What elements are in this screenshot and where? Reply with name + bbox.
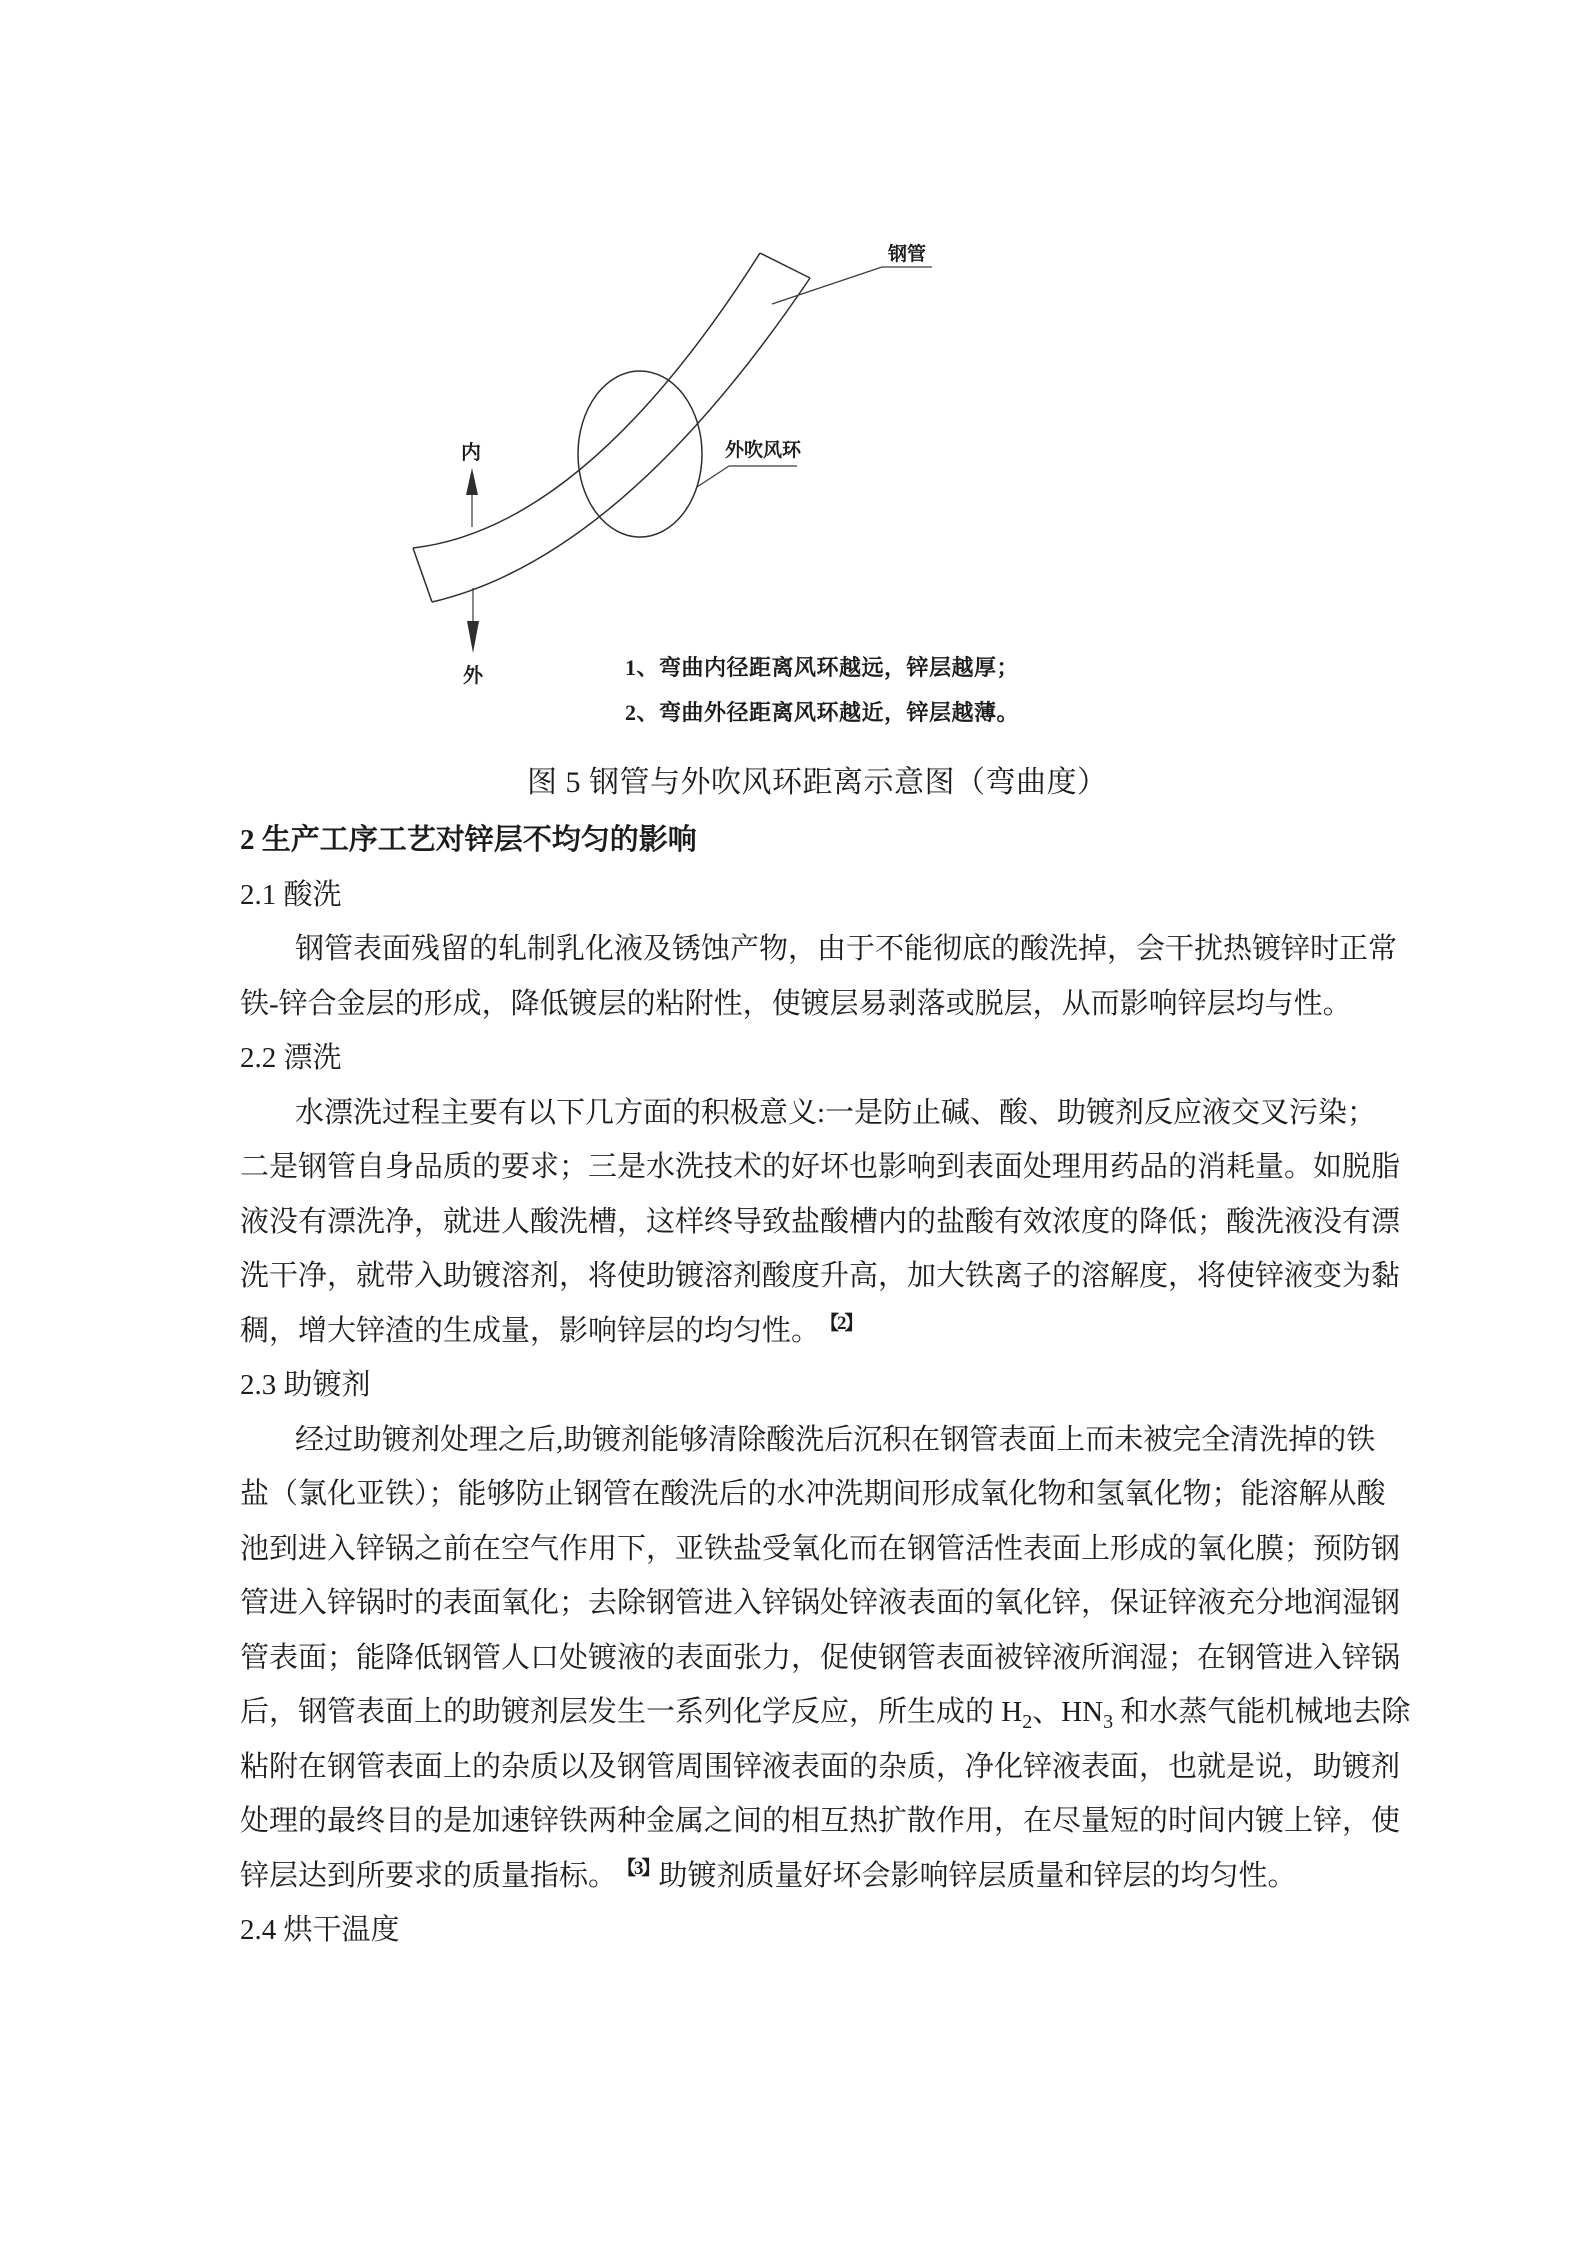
section-heading: 2 生产工序工艺对锌层不均匀的影响 xyxy=(240,824,697,856)
text-line: 钢管表面残留的轧制乳化液及锈蚀产物，由于不能彻底的酸洗掉，会干扰热镀锌时正常 xyxy=(295,933,1398,965)
text-line: 管表面；能降低钢管人口处镀液的表面张力，促使钢管表面被锌液所润湿；在钢管进入锌锅 xyxy=(240,1641,1401,1674)
text-segment: 锌层达到所要求的质量指标。 xyxy=(240,1859,618,1892)
figure-note: 2、弯曲外径距离风环越近，锌层越薄。 xyxy=(625,700,1020,725)
text-line: 管进入锌锅时的表面氧化；去除钢管进入锌锅处锌液表面的氧化锌，保证锌液充分地润湿钢 xyxy=(240,1587,1401,1619)
subsection-heading: 2.3 助镀剂 xyxy=(240,1369,371,1401)
subsection-heading: 2.2 漂洗 xyxy=(240,1042,342,1074)
text-line: 后，钢管表面上的助镀剂层发生一系列化学反应，所生成的 H2、HN3 和水蒸气能机械地去除 xyxy=(240,1696,1411,1733)
text-line: 经过助镀剂处理之后,助镀剂能够清除酸洗后沉积在钢管表面上而未被完全清洗掉的铁 xyxy=(295,1423,1376,1456)
subsection-heading: 2.1 酸洗 xyxy=(240,878,342,911)
text-line: 池到进入锌锅之前在空气作用下，亚铁盐受氧化而在钢管活性表面上形成的氧化膜；预防钢 xyxy=(240,1532,1401,1565)
text-segment: 稠，增大锌渣的生成量，影响锌层的均匀性。 xyxy=(240,1314,821,1347)
text-line: 处理的最终目的是加速锌铁两种金属之间的相互热扩散作用，在尽量短的时间内镀上锌，使 xyxy=(240,1805,1401,1837)
text-line: 二是钢管自身品质的要求；三是水洗技术的好坏也影响到表面处理用药品的消耗量。如脱脂 xyxy=(240,1151,1401,1183)
text-line: 锌层达到所要求的质量指标。【3】助镀剂质量好坏会影响锌层质量和锌层的均匀性。 xyxy=(240,1857,1297,1892)
outer-label: 外 xyxy=(463,665,483,687)
text-line: 粘附在钢管表面上的杂质以及钢管周围锌液表面的杂质，净化锌液表面，也就是说，助镀剂 xyxy=(240,1750,1401,1783)
figure-caption: 图 5 钢管与外吹风环距离示意图（弯曲度） xyxy=(527,766,1108,799)
steel-pipe xyxy=(413,253,810,602)
text-line: 盐（氯化亚铁）；能够防止钢管在酸洗后的水冲洗期间形成氧化物和氢氧化物；能溶解从酸 xyxy=(240,1478,1386,1510)
text-segment: 后，钢管表面上的助镀剂层发生一系列化学反应，所生成的 H xyxy=(240,1696,1023,1728)
air-ring-ellipse xyxy=(578,371,702,537)
subsection-heading: 2.4 烘干温度 xyxy=(240,1914,400,1946)
ring-label: 外吹风环 xyxy=(724,440,802,461)
text-segment: 和水蒸气能机械地去除 xyxy=(1113,1696,1411,1728)
text-line: 稠，增大锌渣的生成量，影响锌层的均匀性。【2】 xyxy=(240,1312,862,1347)
inner-arrow-icon xyxy=(466,468,478,527)
inner-label: 内 xyxy=(461,442,481,464)
body-text xyxy=(240,813,1420,1958)
text-segment: 助镀剂质量好坏会影响锌层质量和锌层的均匀性。 xyxy=(658,1859,1297,1892)
text-line: 水漂洗过程主要有以下几方面的积极意义:一是防止碱、酸、助镀剂反应液交叉污染； xyxy=(295,1096,1377,1129)
pipe-label: 钢管 xyxy=(887,244,927,265)
text-line: 液没有漂洗净，就进人酸洗槽，这样终导致盐酸槽内的盐酸有效浓度的降低；酸洗液没有漂 xyxy=(240,1205,1401,1238)
text-line: 铁-锌合金层的形成，降低镀层的粘附性，使镀层易剥落或脱层，从而影响锌层均与性。 xyxy=(240,987,1352,1020)
text-line: 洗干净，就带入助镀溶剂，将使助镀溶剂酸度升高，加大铁离子的溶解度，将使锌液变为黏 xyxy=(240,1260,1401,1292)
text-segment: 、HN xyxy=(1032,1696,1104,1728)
figure-notes xyxy=(625,645,1019,735)
outer-arrow-icon xyxy=(467,588,479,653)
figure-note: 1、弯曲内径距离风环越远，锌层越厚； xyxy=(625,655,1020,680)
ring-leader-line xyxy=(697,466,797,487)
